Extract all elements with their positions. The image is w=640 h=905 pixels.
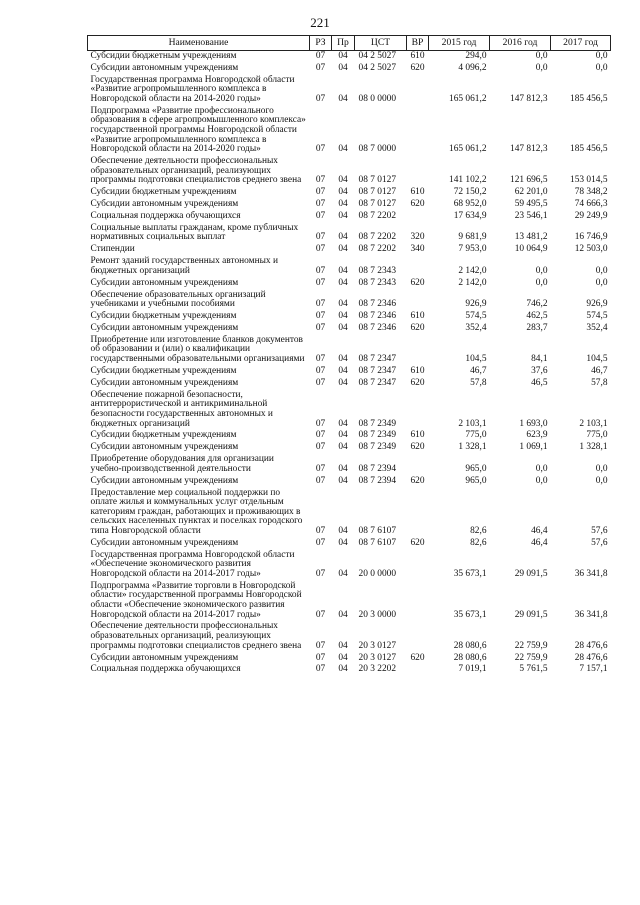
row-value-2015: 104,5 (465, 354, 487, 365)
row-rz: 07 (315, 265, 326, 276)
row-pr: 04 (338, 430, 348, 441)
table-row (88, 63, 611, 75)
row-value-2017: 775,0 (586, 430, 608, 441)
row-pr: 04 (338, 463, 348, 474)
row-value-2017: 46,7 (591, 365, 608, 376)
row-value-2017: 574,5 (586, 311, 608, 322)
table-row (88, 106, 611, 156)
row-value-2015: 7 019,1 (458, 664, 487, 675)
row-name: Социальная поддержка обучающихся (90, 210, 241, 221)
row-value-2015: 57,8 (470, 377, 487, 388)
row-value-2015: 294,0 (465, 51, 487, 61)
row-name: Приобретение или изготовление бланков документов об образовании и (или) о квалификации государственными образовательными организациями (90, 334, 305, 365)
row-value-2015: 9 681,9 (458, 232, 487, 243)
row-cst: 08 7 2349 (358, 418, 396, 429)
row-value-2016: 1 693,0 (519, 418, 548, 429)
row-cst: 08 7 2346 (358, 323, 396, 333)
row-cst: 20 3 2202 (358, 664, 396, 675)
table-row (88, 244, 611, 256)
row-rz: 07 (315, 664, 326, 675)
row-pr: 04 (338, 475, 348, 486)
page-number: 221 (310, 15, 330, 30)
row-cst: 20 3 0127 (358, 652, 396, 663)
row-name: Субсидии автономным учреждениям (90, 277, 239, 288)
row-name: Субсидии автономным учреждениям (90, 537, 239, 548)
row-cst: 04 2 5027 (358, 51, 396, 61)
row-value-2015: 2 142,0 (458, 277, 487, 288)
row-vr: 610 (410, 430, 425, 441)
row-name: Подпрограмма «Развитие профессионального образования в сфере агропромышленного комплекса» государственной программы Новгородской области «Развитие агропромышленного комплекса в Новгородской области на 2014-2020 годы» (90, 105, 306, 155)
row-cst: 08 0 0000 (358, 93, 396, 104)
row-value-2016: 10 064,9 (514, 244, 548, 255)
row-value-2016: 59 495,5 (514, 199, 548, 210)
row-value-2016: 29 091,5 (514, 568, 548, 579)
table-row (88, 290, 611, 311)
row-vr (407, 454, 429, 475)
row-vr: 610 (410, 51, 425, 61)
row-pr: 04 (338, 199, 348, 210)
row-value-2017: 0,0 (595, 51, 608, 61)
row-name: Субсидии автономным учреждениям (90, 442, 239, 453)
row-name: Обеспечение пожарной безопасности, антитеррористической и антикриминальной безопасности государственных автономных и бюджетных организаций (90, 389, 273, 429)
row-vr: 620 (410, 652, 425, 663)
row-vr (407, 488, 429, 538)
row-pr: 04 (338, 664, 348, 675)
row-cst: 08 7 0127 (358, 199, 396, 210)
table-row (88, 390, 611, 431)
row-cst: 04 2 5027 (358, 62, 396, 73)
row-vr: 610 (410, 187, 425, 198)
row-cst: 08 7 0000 (358, 144, 396, 155)
row-value-2017: 185 456,5 (570, 144, 608, 155)
row-pr: 04 (338, 442, 348, 453)
row-rz: 07 (315, 568, 326, 579)
row-value-2016: 23 546,1 (514, 210, 548, 221)
table-row (88, 366, 611, 378)
row-rz: 07 (315, 640, 326, 651)
row-name: Субсидии автономным учреждениям (90, 377, 239, 388)
row-value-2016: 5 761,5 (519, 664, 548, 675)
row-pr: 04 (338, 609, 348, 620)
row-value-2016: 0,0 (535, 51, 548, 61)
row-vr (407, 621, 429, 652)
row-value-2017: 7 157,1 (579, 664, 608, 675)
row-vr (407, 156, 429, 187)
row-value-2016: 0,0 (535, 265, 548, 276)
row-name: Ремонт зданий государственных автономных и бюджетных организаций (90, 256, 278, 276)
table-body (88, 51, 611, 677)
row-value-2016: 0,0 (535, 277, 548, 288)
row-pr: 04 (338, 265, 348, 276)
row-rz: 07 (315, 537, 326, 548)
table-row (88, 476, 611, 488)
row-rz: 07 (315, 244, 326, 255)
row-pr: 04 (338, 277, 348, 288)
table-row (88, 187, 611, 199)
row-cst: 08 7 2394 (358, 463, 396, 474)
table-row (88, 278, 611, 290)
row-value-2015: 965,0 (465, 463, 487, 474)
row-value-2015: 965,0 (465, 475, 487, 486)
row-pr: 04 (338, 652, 348, 663)
row-name: Социальные выплаты гражданам, кроме публичных нормативных социальных выплат (90, 222, 299, 243)
row-cst: 08 7 2202 (358, 210, 396, 221)
row-value-2016: 0,0 (535, 475, 548, 486)
row-value-2015: 35 673,1 (453, 568, 487, 579)
row-name: Субсидии бюджетным учреждениям (90, 51, 237, 61)
row-value-2015: 926,9 (465, 299, 487, 310)
row-value-2015: 35 673,1 (453, 609, 487, 620)
row-cst: 08 7 2349 (358, 442, 396, 453)
row-value-2017: 36 341,8 (574, 609, 608, 620)
row-value-2015: 7 953,0 (458, 244, 487, 255)
row-pr: 04 (338, 93, 348, 104)
row-name: Субсидии бюджетным учреждениям (90, 365, 237, 376)
row-rz: 07 (315, 609, 326, 620)
row-vr: 620 (410, 537, 425, 548)
row-value-2015: 1 328,1 (458, 442, 487, 453)
row-value-2017: 104,5 (586, 354, 608, 365)
row-pr: 04 (338, 62, 348, 73)
row-rz: 07 (315, 299, 326, 310)
row-cst: 08 7 6107 (358, 525, 396, 536)
row-value-2016: 623,9 (526, 430, 548, 441)
row-rz: 07 (315, 365, 326, 376)
header-rz: РЗ (310, 36, 332, 51)
row-name: Субсидии бюджетным учреждениям (90, 187, 237, 198)
row-cst: 08 7 2202 (358, 232, 396, 243)
row-value-2015: 352,4 (465, 323, 487, 333)
table-row (88, 581, 611, 622)
row-vr: 620 (410, 62, 425, 73)
row-vr: 620 (410, 475, 425, 486)
row-cst: 08 7 0127 (358, 175, 396, 186)
row-value-2015: 82,6 (470, 525, 487, 536)
row-vr (407, 211, 429, 223)
row-value-2017: 926,9 (586, 299, 608, 310)
row-rz: 07 (315, 199, 326, 210)
row-rz: 07 (315, 210, 326, 221)
row-rz: 07 (315, 377, 326, 388)
row-pr: 04 (338, 525, 348, 536)
row-name: Обеспечение деятельности профессиональных образовательных организаций, реализующих программы подготовки специалистов среднего звена (90, 621, 302, 651)
row-cst: 20 0 0000 (358, 568, 396, 579)
row-cst: 08 7 2343 (358, 265, 396, 276)
header-vr: ВР (407, 36, 429, 51)
row-rz: 07 (315, 232, 326, 243)
row-name: Подпрограмма «Развитие торговли в Новгородской области» государственной программы Новгородской области «Обеспечение экономического развития Новгородской области на 2014-2017 годы» (90, 580, 302, 620)
row-value-2016: 462,5 (526, 311, 548, 322)
row-rz: 07 (315, 525, 326, 536)
row-cst: 08 7 2347 (358, 354, 396, 365)
table-row (88, 51, 611, 63)
row-vr (407, 664, 429, 676)
row-name: Предоставление мер социальной поддержки по оплате жилья и коммунальных услуг отдельным категориям граждан, работающих и проживающих в сельских населенных пунктах и поселках городского типа Новгородской области (90, 487, 303, 536)
row-rz: 07 (315, 144, 326, 155)
table-row (88, 323, 611, 335)
row-pr: 04 (338, 51, 348, 61)
row-value-2016: 46,4 (531, 537, 548, 548)
row-name: Стипендии (90, 244, 135, 255)
row-name: Государственная программа Новгородской области «Обеспечение экономического развития Новгородской области на 2014-2017 годы» (90, 549, 295, 579)
header-name: Наименование (88, 36, 310, 51)
row-name: Государственная программа Новгородской области «Развитие агропромышленного комплекса в Новгородской области на 2014-2020 годы» (90, 74, 295, 104)
table-row (88, 75, 611, 106)
row-value-2017: 28 476,6 (574, 640, 608, 651)
row-value-2016: 46,4 (531, 525, 548, 536)
row-value-2017: 57,8 (591, 377, 608, 388)
row-pr: 04 (338, 311, 348, 322)
row-name: Субсидии бюджетным учреждениям (90, 430, 237, 441)
row-rz: 07 (315, 62, 326, 73)
row-name: Обеспечение образовательных организаций учебниками и учебными пособиями (90, 289, 266, 310)
row-name: Субсидии автономным учреждениям (90, 475, 239, 486)
row-value-2015: 46,7 (470, 365, 487, 376)
row-vr: 620 (410, 442, 425, 453)
row-rz: 07 (315, 652, 326, 663)
row-pr: 04 (338, 354, 348, 365)
row-rz: 07 (315, 418, 326, 429)
row-vr: 620 (410, 277, 425, 288)
table-row (88, 550, 611, 581)
row-value-2016: 22 759,9 (514, 640, 548, 651)
table-row (88, 621, 611, 652)
row-pr: 04 (338, 568, 348, 579)
row-value-2016: 147 812,3 (510, 144, 548, 155)
row-value-2016: 84,1 (531, 354, 548, 365)
row-value-2017: 185 456,5 (570, 93, 608, 104)
table-row (88, 664, 611, 676)
row-vr (407, 256, 429, 277)
row-value-2016: 121 696,5 (510, 175, 548, 186)
row-value-2016: 746,2 (526, 299, 548, 310)
row-rz: 07 (315, 430, 326, 441)
row-pr: 04 (338, 187, 348, 198)
row-rz: 07 (315, 51, 326, 61)
row-value-2015: 165 061,2 (449, 144, 487, 155)
table-row (88, 335, 611, 366)
row-rz: 07 (315, 277, 326, 288)
row-value-2015: 17 634,9 (453, 210, 487, 221)
row-vr (407, 581, 429, 622)
row-rz: 07 (315, 323, 326, 333)
table-row (88, 454, 611, 475)
row-cst: 08 7 2394 (358, 475, 396, 486)
row-value-2017: 352,4 (586, 323, 608, 333)
table-row (88, 199, 611, 211)
row-value-2017: 2 103,1 (579, 418, 608, 429)
row-value-2016: 37,6 (531, 365, 548, 376)
row-vr: 610 (410, 311, 425, 322)
table-row (88, 378, 611, 390)
row-rz: 07 (315, 175, 326, 186)
row-pr: 04 (338, 365, 348, 376)
table-row (88, 223, 611, 244)
table-row (88, 311, 611, 323)
row-value-2016: 62 201,0 (514, 187, 548, 198)
row-pr: 04 (338, 640, 348, 651)
row-cst: 08 7 2346 (358, 299, 396, 310)
row-value-2017: 36 341,8 (574, 568, 608, 579)
row-cst: 20 3 0000 (358, 609, 396, 620)
table-row (88, 211, 611, 223)
row-vr (407, 290, 429, 311)
row-rz: 07 (315, 93, 326, 104)
row-vr (407, 75, 429, 106)
row-pr: 04 (338, 210, 348, 221)
row-pr: 04 (338, 175, 348, 186)
row-rz: 07 (315, 463, 326, 474)
row-value-2015: 2 142,0 (458, 265, 487, 276)
table-row (88, 430, 611, 442)
row-cst: 08 7 2349 (358, 430, 396, 441)
row-value-2017: 28 476,6 (574, 652, 608, 663)
row-vr: 620 (410, 199, 425, 210)
row-value-2017: 57,6 (591, 537, 608, 548)
row-value-2016: 0,0 (535, 463, 548, 474)
row-cst: 08 7 0127 (358, 187, 396, 198)
row-value-2016: 147 812,3 (510, 93, 548, 104)
row-cst: 08 7 2347 (358, 377, 396, 388)
row-vr (407, 106, 429, 156)
row-pr: 04 (338, 537, 348, 548)
row-cst: 08 7 2202 (358, 244, 396, 255)
row-vr (407, 550, 429, 581)
row-vr: 340 (410, 244, 425, 255)
row-value-2015: 775,0 (465, 430, 487, 441)
header-pr: Пр (332, 36, 355, 51)
row-value-2017: 57,6 (591, 525, 608, 536)
row-value-2017: 16 746,9 (574, 232, 608, 243)
row-vr: 620 (410, 377, 425, 388)
table-row (88, 442, 611, 454)
row-value-2017: 12 503,0 (574, 244, 608, 255)
table-row (88, 256, 611, 277)
table-row (88, 538, 611, 550)
row-value-2017: 0,0 (595, 475, 608, 486)
row-value-2015: 141 102,2 (449, 175, 487, 186)
row-rz: 07 (315, 187, 326, 198)
table-row (88, 156, 611, 187)
row-pr: 04 (338, 377, 348, 388)
row-pr: 04 (338, 144, 348, 155)
row-cst: 20 3 0127 (358, 640, 396, 651)
row-rz: 07 (315, 354, 326, 365)
row-value-2017: 0,0 (595, 277, 608, 288)
row-value-2016: 46,5 (531, 377, 548, 388)
row-value-2017: 74 666,3 (574, 199, 608, 210)
row-value-2017: 0,0 (595, 62, 608, 73)
row-value-2017: 0,0 (595, 463, 608, 474)
row-value-2015: 72 150,2 (453, 187, 487, 198)
row-value-2015: 68 952,0 (453, 199, 487, 210)
row-value-2016: 283,7 (526, 323, 548, 333)
row-pr: 04 (338, 418, 348, 429)
header-cst: ЦСТ (355, 36, 407, 51)
row-rz: 07 (315, 311, 326, 322)
row-value-2017: 0,0 (595, 265, 608, 276)
row-value-2015: 28 080,6 (453, 652, 487, 663)
row-name: Субсидии автономным учреждениям (90, 652, 239, 663)
row-vr (407, 335, 429, 366)
row-name: Субсидии бюджетным учреждениям (90, 311, 237, 322)
row-value-2016: 13 481,2 (514, 232, 548, 243)
row-value-2015: 574,5 (465, 311, 487, 322)
row-vr (407, 390, 429, 431)
row-pr: 04 (338, 232, 348, 243)
row-value-2017: 153 014,5 (570, 175, 608, 186)
row-value-2017: 1 328,1 (579, 442, 608, 453)
row-pr: 04 (338, 299, 348, 310)
row-pr: 04 (338, 323, 348, 333)
row-value-2017: 78 348,2 (574, 187, 608, 198)
table-row (88, 653, 611, 665)
row-value-2016: 22 759,9 (514, 652, 548, 663)
row-vr: 620 (410, 323, 425, 333)
row-value-2015: 2 103,1 (458, 418, 487, 429)
row-rz: 07 (315, 475, 326, 486)
row-name: Социальная поддержка обучающихся (90, 664, 241, 675)
row-name: Субсидии автономным учреждениям (90, 199, 239, 210)
row-cst: 08 7 2347 (358, 365, 396, 376)
row-value-2015: 4 096,2 (458, 62, 487, 73)
row-vr: 320 (410, 232, 425, 243)
row-cst: 08 7 2346 (358, 311, 396, 322)
row-vr: 610 (410, 365, 425, 376)
row-value-2016: 0,0 (535, 62, 548, 73)
row-value-2015: 165 061,2 (449, 93, 487, 104)
row-value-2016: 29 091,5 (514, 609, 548, 620)
row-value-2017: 29 249,9 (574, 210, 608, 221)
row-name: Приобретение оборудования для организации учебно-производственной деятельности (90, 454, 274, 474)
row-value-2016: 1 069,1 (519, 442, 548, 453)
row-rz: 07 (315, 442, 326, 453)
row-value-2015: 82,6 (470, 537, 487, 548)
row-name: Субсидии автономным учреждениям (90, 323, 239, 333)
header-2015: 2015 год (429, 36, 490, 51)
table-header-row (88, 36, 611, 51)
budget-table (87, 35, 611, 676)
table-row (88, 488, 611, 538)
row-value-2015: 28 080,6 (453, 640, 487, 651)
row-cst: 08 7 6107 (358, 537, 396, 548)
row-pr: 04 (338, 244, 348, 255)
row-name: Обеспечение деятельности профессиональных образовательных организаций, реализующих программы подготовки специалистов среднего звена (90, 156, 302, 186)
row-name: Субсидии автономным учреждениям (90, 62, 239, 73)
header-2017: 2017 год (551, 36, 611, 51)
header-2016: 2016 год (490, 36, 551, 51)
row-cst: 08 7 2343 (358, 277, 396, 288)
